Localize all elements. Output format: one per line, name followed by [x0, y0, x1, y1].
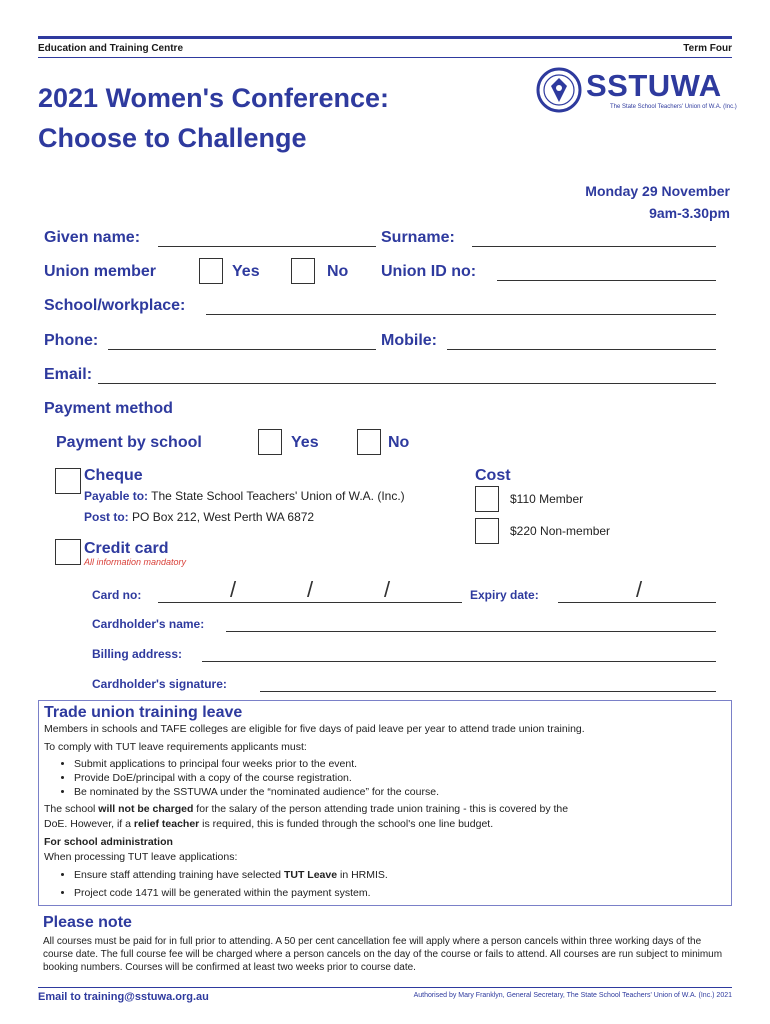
- trade-union-training-section: [38, 700, 732, 906]
- payable-to-value: The State School Teachers' Union of W.A. (Inc.): [151, 489, 405, 503]
- cost-member-checkbox[interactable]: [475, 486, 499, 512]
- payment-school-no-checkbox[interactable]: [357, 429, 381, 455]
- card-slash-2: /: [307, 577, 314, 602]
- payable-to-label: Payable to:: [84, 489, 149, 503]
- footer-email[interactable]: Email to training@sstuwa.org.au: [38, 991, 209, 1003]
- event-datetime: [585, 180, 730, 224]
- page-title: [38, 78, 389, 158]
- footer-authorisation: Authorised by Mary Franklyn, General Secretary, The State School Teachers' Union of W.A. (Inc.) 2021: [413, 992, 732, 999]
- billing-address-field[interactable]: [202, 661, 716, 662]
- cheque-label: Cheque: [84, 467, 143, 484]
- tut-charge-paragraph: [44, 802, 728, 832]
- school-field[interactable]: [206, 314, 716, 315]
- union-member-no-checkbox[interactable]: [291, 258, 315, 284]
- phone-label: Phone:: [44, 332, 99, 349]
- tut-body: [44, 722, 728, 900]
- logo-subtitle: The State School Teachers' Union of W.A. (Inc.): [610, 104, 737, 110]
- expiry-slash: /: [636, 577, 643, 602]
- tut-requirements-intro: To comply with TUT leave requirements applicants must:: [44, 741, 307, 753]
- bold-text: will not be charged: [98, 803, 194, 815]
- event-time: 9am-3.30pm: [649, 205, 730, 221]
- sstuwa-logo: [536, 64, 736, 116]
- card-slash-3: /: [384, 577, 391, 602]
- text-span: for the salary of the person attending trade union training - this is covered by the: [193, 803, 569, 815]
- mobile-label: Mobile:: [381, 332, 437, 349]
- footer-rule: [38, 987, 732, 988]
- header-top-bar: [38, 36, 732, 39]
- list-item: • Be nominated by the SSTUWA under the “nominated audience” for the course.: [74, 785, 728, 799]
- header-rule: [38, 57, 732, 58]
- post-to-label: Post to:: [84, 510, 129, 524]
- union-member-label: Union member: [44, 263, 157, 280]
- text-span: DoE. However, if a: [44, 818, 134, 830]
- payment-school-yes-checkbox[interactable]: [258, 429, 282, 455]
- phone-field[interactable]: [108, 349, 376, 350]
- text-span: is required, this is funded through the school's one line budget.: [199, 818, 494, 830]
- cost-nonmember-label: $220 Non-member: [510, 524, 611, 538]
- union-member-no-label: No: [327, 263, 349, 280]
- school-label: School/workplace:: [44, 297, 186, 314]
- tut-heading: Trade union training leave: [44, 704, 243, 721]
- admin-list: [74, 868, 728, 900]
- email-field[interactable]: [98, 383, 716, 384]
- email-label: Email:: [44, 366, 93, 383]
- union-id-label: Union ID no:: [381, 263, 477, 280]
- header-term: Term Four: [683, 43, 732, 54]
- header-department: Education and Training Centre: [38, 43, 184, 54]
- card-number-label: Card no:: [92, 588, 142, 602]
- sstuwa-emblem-icon: [536, 64, 582, 116]
- payment-by-school-label: Payment by school: [56, 434, 202, 451]
- post-to: [84, 510, 314, 524]
- admin-heading: For school administration: [44, 836, 173, 848]
- expiry-label: Expiry date:: [470, 588, 539, 602]
- list-item: • Provide DoE/principal with a copy of the course registration.: [74, 771, 728, 785]
- text-span: in HRMIS.: [337, 869, 388, 881]
- surname-label: Surname:: [381, 229, 455, 246]
- payment-school-no-label: No: [388, 434, 410, 451]
- list-item: [74, 868, 728, 882]
- cheque-checkbox[interactable]: [55, 468, 81, 494]
- credit-card-label: Credit card: [84, 540, 169, 557]
- surname-field[interactable]: [472, 246, 716, 247]
- union-member-yes-label: Yes: [232, 263, 260, 280]
- payment-method-heading: Payment method: [44, 400, 173, 417]
- signature-field[interactable]: [260, 691, 716, 692]
- admin-intro: When processing TUT leave applications:: [44, 851, 238, 863]
- bold-text: TUT Leave: [283, 869, 338, 881]
- union-id-field[interactable]: [497, 280, 716, 281]
- signature-label: Cardholder's signature:: [92, 677, 227, 691]
- cardholder-name-label: Cardholder's name:: [92, 617, 205, 631]
- text-span: The school: [44, 803, 99, 815]
- union-member-yes-checkbox[interactable]: [199, 258, 223, 284]
- tut-requirements-list: [74, 757, 728, 799]
- logo-text: SSTUWA: [586, 68, 722, 103]
- given-name-field[interactable]: [158, 246, 376, 247]
- list-item: • Project code 1471 will be generated within the payment system.: [74, 886, 728, 900]
- payment-school-yes-label: Yes: [291, 434, 319, 451]
- given-name-label: Given name:: [44, 229, 141, 246]
- post-to-value: PO Box 212, West Perth WA 6872: [132, 510, 315, 524]
- billing-address-label: Billing address:: [92, 647, 183, 661]
- title-line-1: 2021 Women's Conference:: [38, 83, 390, 113]
- mandatory-note: All information mandatory: [84, 557, 187, 567]
- event-date: Monday 29 November: [585, 183, 730, 199]
- credit-card-checkbox[interactable]: [55, 539, 81, 565]
- payable-to: [84, 489, 405, 503]
- list-item: • Submit applications to principal four weeks prior to the event.: [74, 757, 728, 771]
- cost-heading: Cost: [475, 467, 511, 484]
- tut-eligibility: Members in schools and TAFE colleges are eligible for five days of paid leave per year to attend trade union training.: [44, 723, 585, 735]
- cost-nonmember-checkbox[interactable]: [475, 518, 499, 544]
- cardholder-name-field[interactable]: [226, 631, 716, 632]
- please-note-text: All courses must be paid for in full prior to attending. A 50 per cent cancellation fee will apply where a person cancels within three working days of the course date. The full course fee will be charged where a person cancels on the day of the course or fails to attend. All courses are run subject to minimum booking numbers. Courses will be confirmed at least two weeks prior to course date.: [43, 936, 723, 973]
- text-span: Ensure staff attending training have selected: [74, 869, 284, 881]
- cost-member-label: $110 Member: [510, 492, 584, 506]
- title-line-2: Choose to Challenge: [38, 123, 307, 153]
- bold-text: relief teacher: [133, 818, 200, 830]
- mobile-field[interactable]: [447, 349, 716, 350]
- please-note-heading: Please note: [43, 914, 132, 931]
- card-slash-1: /: [230, 577, 237, 602]
